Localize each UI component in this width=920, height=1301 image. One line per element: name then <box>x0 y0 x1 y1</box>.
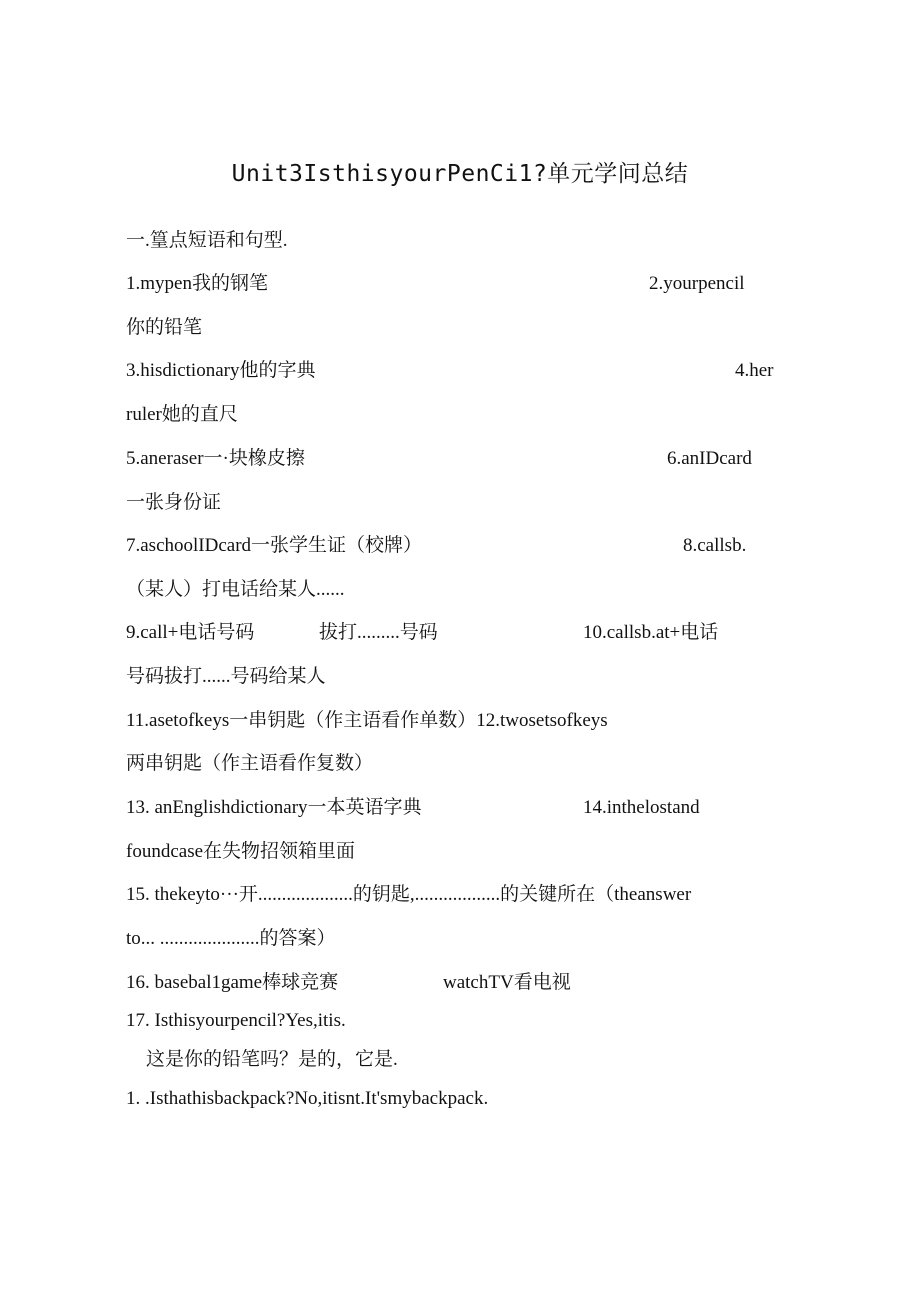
phrase-2: 2.yourpencil <box>649 273 745 294</box>
phrase-8-meaning: （某人）打电话给某人...... <box>126 579 345 600</box>
phrase-16b: watchTV看电视 <box>443 972 571 993</box>
section-heading: 一.篁点短语和句型. <box>126 230 288 251</box>
sentence-17-meaning: 这是你的铅笔吗？是的，它是. <box>146 1049 398 1070</box>
phrase-11-12: 11.asetofkeys一串钥匙（作主语看作单数）12.twosetsofkeys <box>126 710 608 731</box>
phrase-7: 7.aschoolIDcard一张学生证（校牌） <box>126 535 423 556</box>
phrase-3: 3.hisdictionary他的字典 <box>126 360 316 381</box>
phrase-4-meaning: ruler她的直尺 <box>126 404 238 425</box>
phrase-9-meaning: 拔打.........号码 <box>319 622 438 643</box>
phrase-16: 16. basebal1game棒球竞赛 <box>126 972 339 993</box>
phrase-1: 1.mypen我的钢笔 <box>126 273 268 294</box>
phrase-13: 13. anEnglishdictionary一本英语字典 <box>126 797 422 818</box>
phrase-5: 5.aneraser一·块橡皮擦 <box>126 448 305 469</box>
phrase-6-meaning: 一张身份证 <box>126 492 222 513</box>
phrase-14: 14.inthelostand <box>583 797 700 818</box>
phrase-12-meaning: 两串钥匙（作主语看作复数） <box>126 753 374 774</box>
phrase-2-meaning: 你的铅笔 <box>126 317 203 338</box>
phrase-15-continued: to... .....................的答案） <box>126 928 336 949</box>
phrase-10: 10.callsb.at+电话 <box>583 622 719 643</box>
phrase-15: 15. thekeyto···开....................的钥匙,..................的关键所在（theanswer <box>126 884 692 905</box>
sentence-17: 17. Isthisyourpencil?Yes,itis. <box>126 1010 346 1031</box>
page-title: Unit3IsthisyourPenCi1?单元学问总结 <box>231 161 689 187</box>
sentence-1: 1. .Isthathisbackpack?No,itisnt.It'smybackpack. <box>126 1088 489 1109</box>
phrase-8: 8.callsb. <box>683 535 747 556</box>
phrase-9: 9.call+电话号码 <box>126 622 255 643</box>
phrase-6: 6.anIDcard <box>667 448 752 469</box>
phrase-10-meaning: 号码拔打......号码给某人 <box>126 666 326 687</box>
phrase-4: 4.her <box>735 360 774 381</box>
phrase-14-meaning: foundcase在失物招领箱里面 <box>126 841 356 862</box>
